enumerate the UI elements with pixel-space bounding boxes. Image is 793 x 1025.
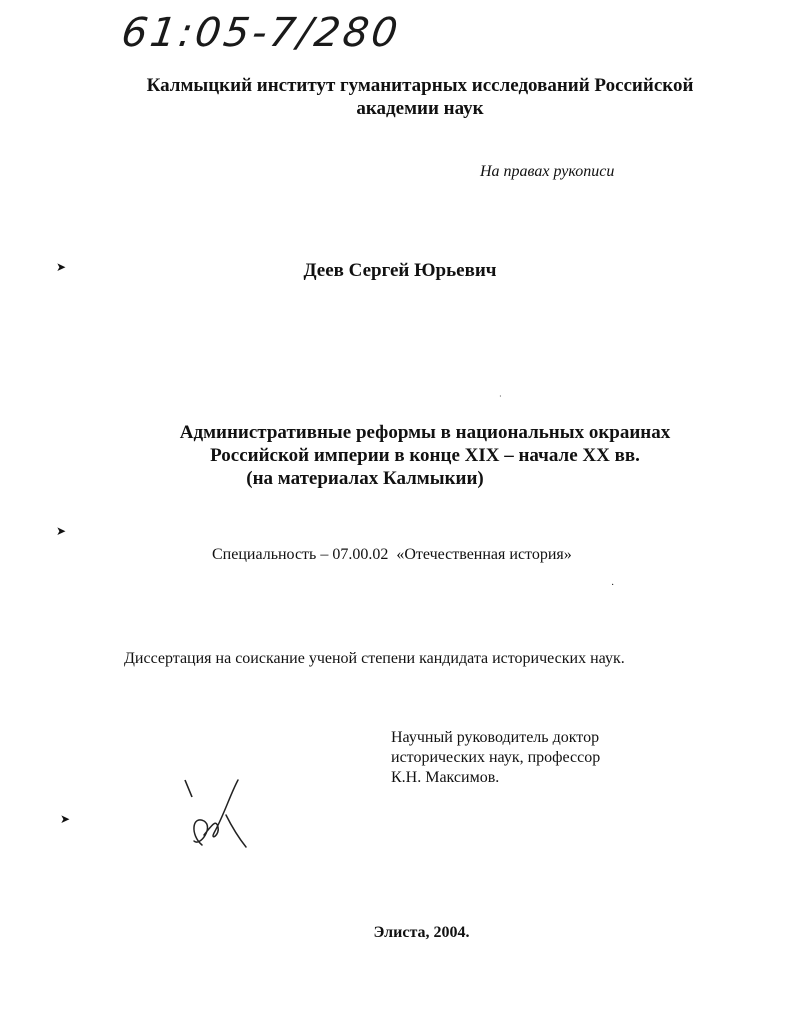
specialty: Специальность – 07.00.02 «Отечественная история» <box>212 546 572 563</box>
supervisor-line-1: Научный руководитель доктор <box>391 729 600 746</box>
city-year: Элиста, 2004. <box>373 924 470 941</box>
scan-mark-icon: ➤ <box>56 524 67 538</box>
signature-icon <box>180 775 260 875</box>
institute-name <box>120 74 720 120</box>
title-line-3: (на материалах Калмыкии) <box>246 468 484 489</box>
title-line-2: Российской империи в конце XIX – начале XX вв. <box>210 445 640 466</box>
supervisor-line-2: исторических наук, профессор <box>391 749 601 766</box>
supervisor-line-3: К.Н. Максимов. <box>391 769 500 786</box>
title-line-1: Административные реформы в национальных окраинах <box>179 422 671 443</box>
scan-speck-icon: · <box>611 580 615 591</box>
rights-note: На правах рукописи <box>480 163 615 180</box>
scan-mark-icon: ➤ <box>56 260 67 274</box>
supervisor-block <box>391 728 600 788</box>
institute-line-1: Калмыцкий институт гуманитарных исследований Российской <box>146 75 694 96</box>
institute-line-2: академии наук <box>356 98 484 119</box>
scan-mark-icon: ➤ <box>60 812 71 826</box>
dissertation-degree: Диссертация на соискание ученой степени кандидата исторических наук. <box>124 650 625 667</box>
author-name: Деев Сергей Юрьевич <box>303 260 497 281</box>
dissertation-title <box>120 421 730 490</box>
scan-speck-icon: · <box>499 392 502 401</box>
archive-number: 61:05-7/280 <box>118 10 404 56</box>
